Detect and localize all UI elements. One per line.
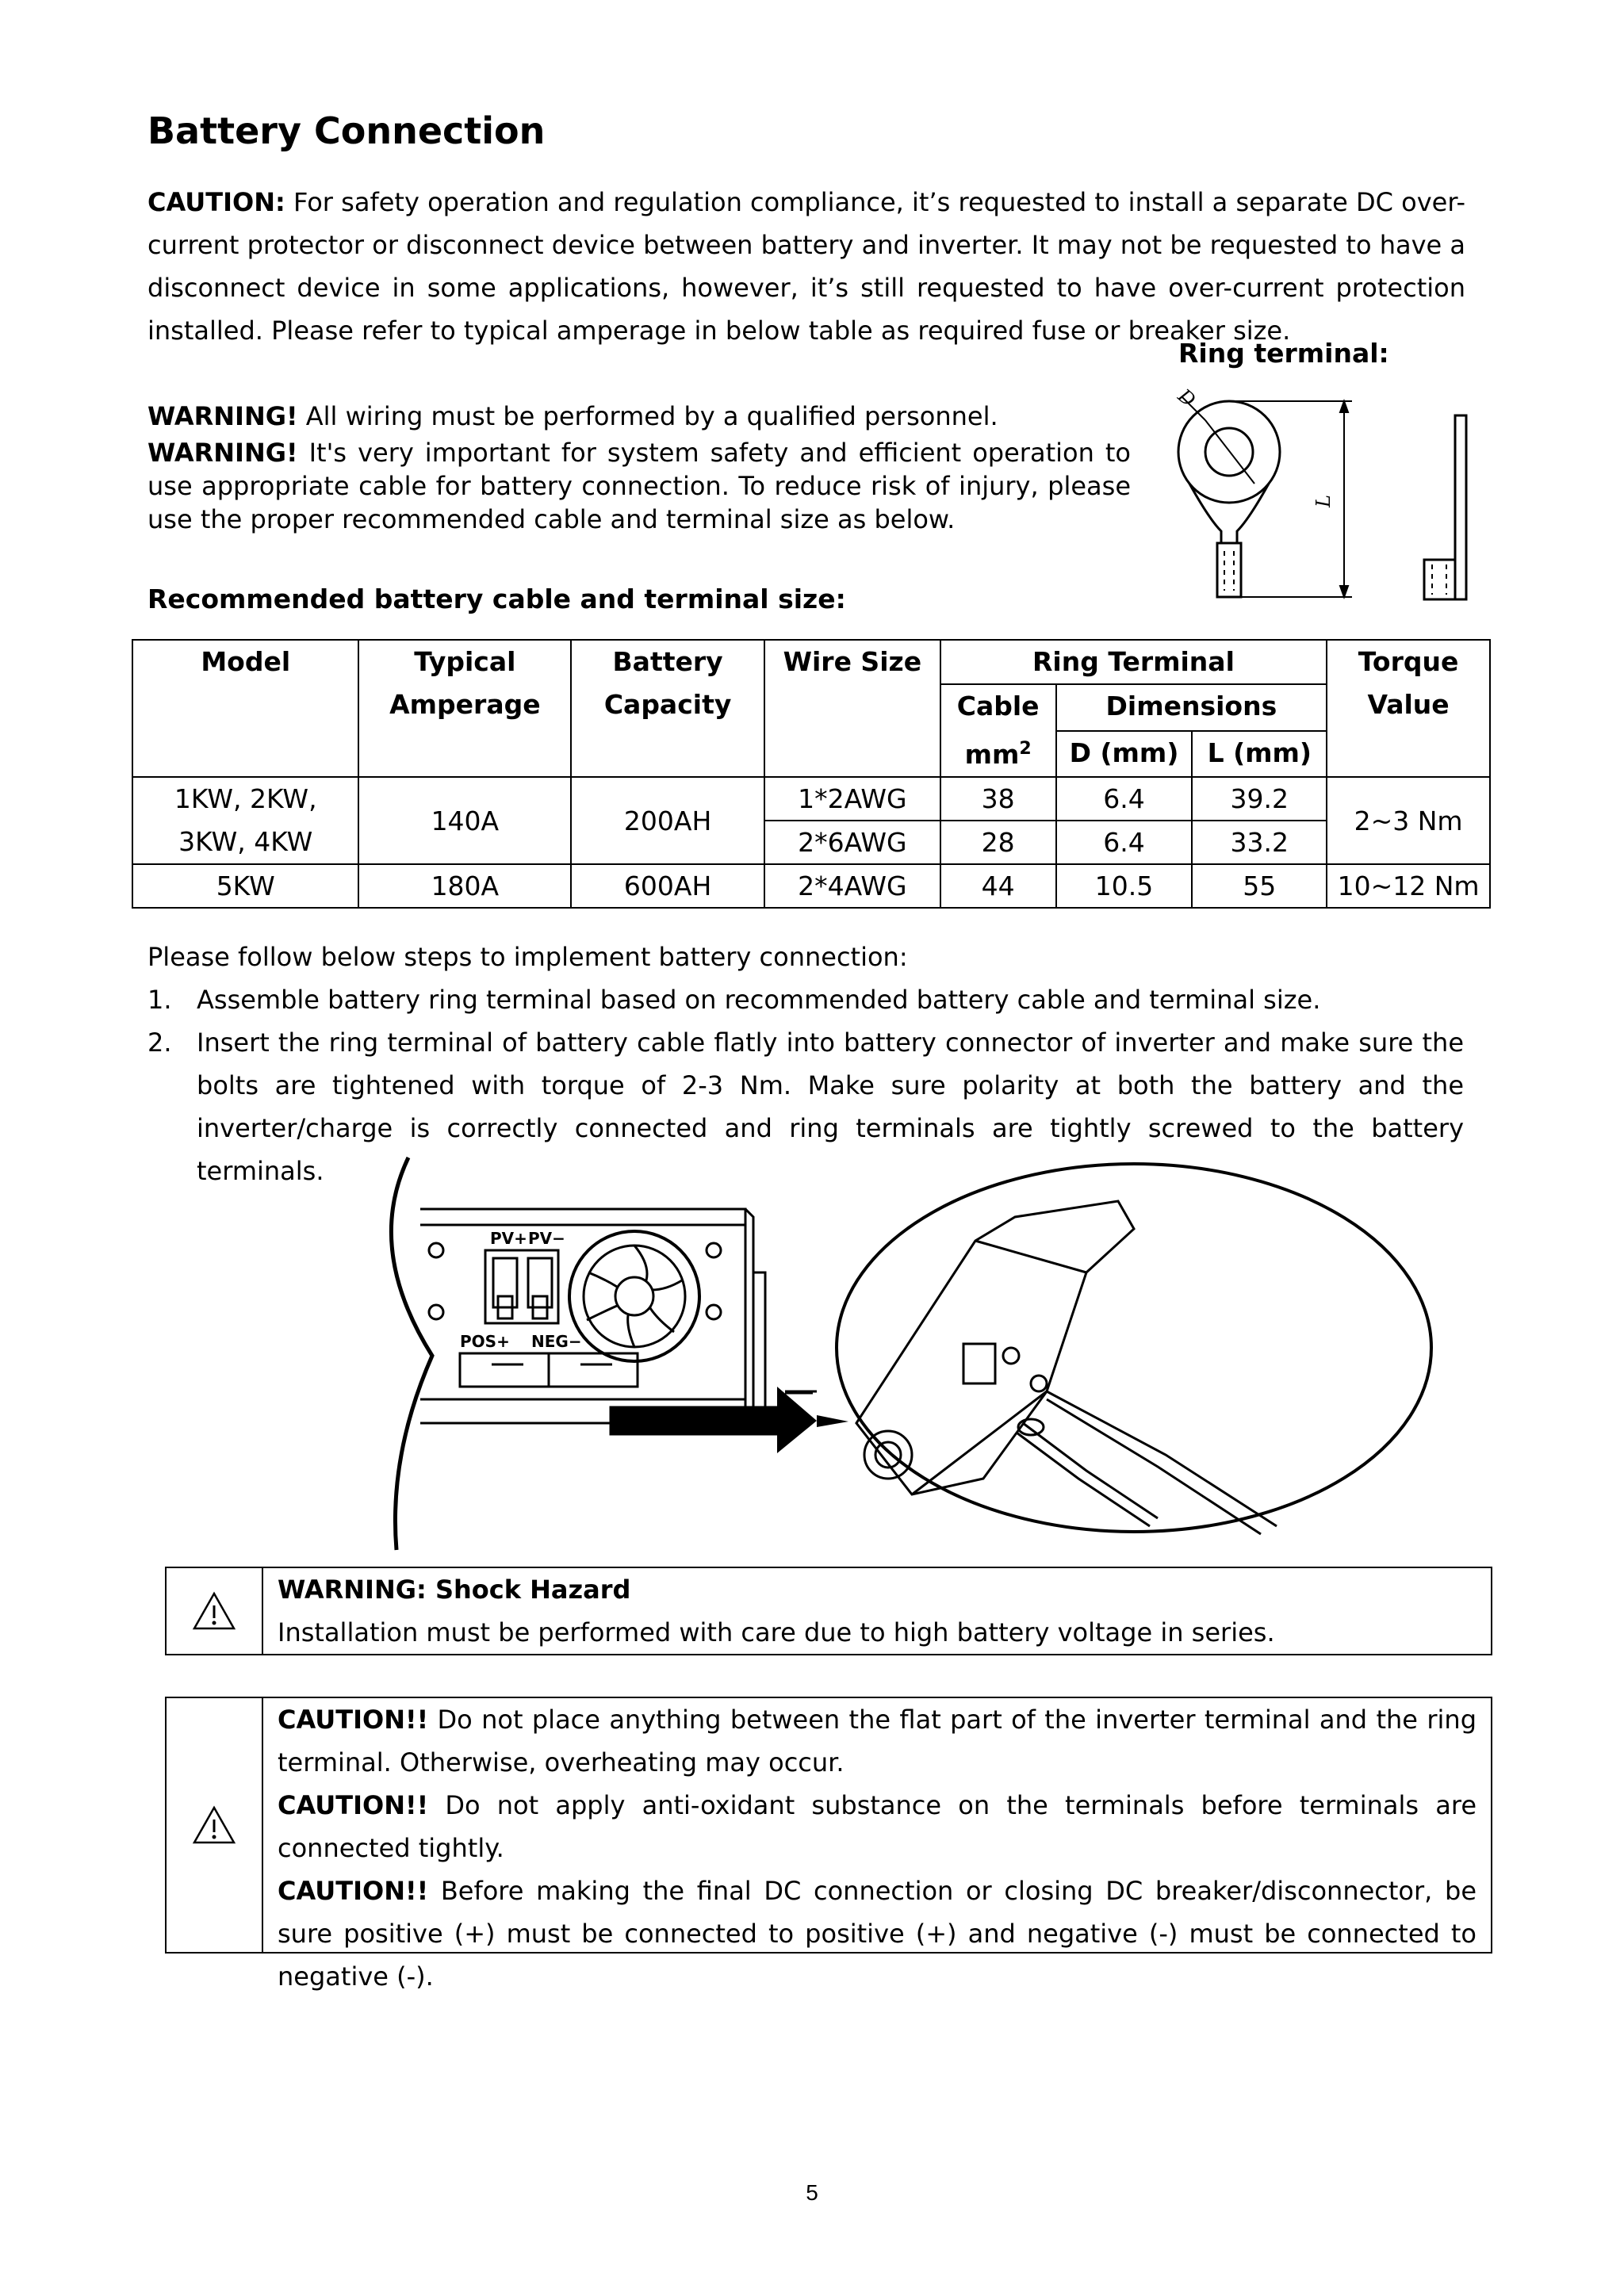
header-cable-sup: 2 bbox=[1019, 739, 1032, 759]
cell-torque: 10~12 Nm bbox=[1327, 864, 1490, 908]
cell-cable: 28 bbox=[940, 821, 1056, 864]
header-cable-line1: Cable bbox=[956, 691, 1040, 721]
header-amperage-line1: Typical bbox=[414, 646, 516, 677]
header-l: L (mm) bbox=[1192, 731, 1327, 778]
page-number: 5 bbox=[806, 2180, 818, 2205]
caution-item-label: CAUTION!! bbox=[278, 1790, 429, 1820]
header-dimensions: Dimensions bbox=[1056, 684, 1327, 731]
warning-1 bbox=[147, 400, 1131, 433]
header-amperage-line2: Amperage bbox=[389, 689, 541, 720]
caution-item-label: CAUTION!! bbox=[278, 1705, 429, 1735]
battery-cable-table bbox=[132, 639, 1491, 909]
caution-item bbox=[278, 1869, 1477, 1998]
cell-l: 33.2 bbox=[1192, 821, 1327, 864]
warning-triangle-icon bbox=[167, 1568, 263, 1654]
step-text: Assemble battery ring terminal based on recommended battery cable and terminal size. bbox=[197, 985, 1321, 1015]
warning-2-text: It's very important for system safety and efficient operation to use appropriate cable for battery connection. To reduce risk of injury, please use the proper recommended cable and terminal size as below. bbox=[147, 438, 1131, 534]
cell-wire: 2*4AWG bbox=[764, 864, 940, 908]
header-d: D (mm) bbox=[1056, 731, 1193, 778]
cell-cable: 38 bbox=[940, 777, 1056, 821]
shock-hazard-box bbox=[165, 1567, 1492, 1655]
ring-terminal-label: Ring terminal: bbox=[1178, 338, 1389, 369]
warning-2-label: WARNING! bbox=[147, 438, 298, 468]
header-capacity-line2: Capacity bbox=[603, 689, 732, 720]
step-number: 2. bbox=[147, 1027, 172, 1058]
header-amperage bbox=[358, 640, 571, 777]
warning-1-label: WARNING! bbox=[147, 401, 298, 431]
warning-triangle-icon bbox=[167, 1698, 263, 1952]
cell-torque-group1: 2~3 Nm bbox=[1327, 777, 1490, 864]
warning-2 bbox=[147, 436, 1131, 536]
pv-positive-label: PV+ bbox=[490, 1229, 527, 1248]
cell-model-group1-line2: 3KW, 4KW bbox=[178, 826, 313, 857]
pos-label: POS+ bbox=[460, 1332, 510, 1351]
step-text: Insert the ring terminal of battery cable flatly into battery connector of inverter and make sure the bolts are tightened with torque of 2-3 Nm. Make sure polarity at both the battery and the inverter/charge is correctly connected and ring terminals are tightly screwed to the battery terminals. bbox=[197, 1027, 1464, 1186]
ring-d-label: D bbox=[1174, 385, 1200, 411]
cell-d: 6.4 bbox=[1056, 821, 1193, 864]
cell-model-group1 bbox=[132, 777, 358, 864]
ring-terminal-diagram bbox=[1166, 381, 1483, 618]
cell-l: 39.2 bbox=[1192, 777, 1327, 821]
caution-item-text: Before making the final DC connection or closing DC breaker/disconnector, be sure positive (+) must be connected to positive (+) and negative (-) must be connected to negative (-). bbox=[278, 1876, 1477, 1992]
shock-hazard-title: WARNING: Shock Hazard bbox=[278, 1575, 631, 1605]
steps-intro: Please follow below steps to implement battery connection: bbox=[147, 942, 908, 972]
cell-capacity: 600AH bbox=[571, 864, 764, 908]
table-row bbox=[132, 777, 1490, 821]
header-torque-line2: Value bbox=[1367, 689, 1450, 720]
caution-item-text: Do not place anything between the flat part of the inverter terminal and the ring terminal. Otherwise, overheating may occur. bbox=[278, 1705, 1477, 1777]
step-number: 1. bbox=[147, 985, 172, 1015]
header-capacity-line1: Battery bbox=[612, 646, 723, 677]
neg-label: NEG− bbox=[531, 1332, 582, 1351]
page-title: Battery Connection bbox=[147, 109, 546, 152]
header-torque-line1: Torque bbox=[1358, 646, 1459, 677]
header-wire-size: Wire Size bbox=[764, 640, 940, 777]
cell-wire: 1*2AWG bbox=[764, 777, 940, 821]
caution-box bbox=[165, 1697, 1492, 1992]
header-capacity bbox=[571, 640, 764, 777]
header-model: Model bbox=[132, 640, 358, 777]
cell-d: 10.5 bbox=[1056, 864, 1193, 908]
caution-item bbox=[278, 1784, 1477, 1869]
header-torque bbox=[1327, 640, 1490, 777]
ring-l-label: L bbox=[1312, 495, 1335, 507]
cell-capacity-group1: 200AH bbox=[571, 777, 764, 864]
step-item bbox=[147, 978, 1464, 1021]
caution-text: For safety operation and regulation compliance, it’s requested to install a separate DC over-current protector or disconnect device between battery and inverter. It may not be requested to have a disconnect device in some applications, however, it’s still requested to have over-current protection installed. Please refer to typical amperage in below table as required fuse or breaker size. bbox=[147, 187, 1465, 346]
cell-amperage-group1: 140A bbox=[358, 777, 571, 864]
table-title: Recommended battery cable and terminal size: bbox=[147, 584, 846, 614]
warning-1-text: All wiring must be performed by a qualified personnel. bbox=[297, 401, 998, 431]
cell-cable: 44 bbox=[940, 864, 1056, 908]
header-ring-terminal: Ring Terminal bbox=[940, 640, 1327, 684]
pv-negative-label: PV− bbox=[528, 1229, 565, 1248]
caution-item-text: Do not apply anti-oxidant substance on the terminals before terminals are connected tightly. bbox=[278, 1790, 1477, 1863]
caution-item bbox=[278, 1698, 1477, 1784]
cell-l: 55 bbox=[1192, 864, 1327, 908]
caution-intro bbox=[147, 181, 1465, 352]
shock-hazard-text: Installation must be performed with care due to high battery voltage in series. bbox=[278, 1617, 1275, 1647]
table-row bbox=[132, 864, 1490, 908]
cell-wire: 2*6AWG bbox=[764, 821, 940, 864]
header-cable-unit: mm bbox=[964, 739, 1020, 770]
cell-amperage: 180A bbox=[358, 864, 571, 908]
caution-item-label: CAUTION!! bbox=[278, 1876, 429, 1906]
battery-connection-illustration bbox=[373, 1154, 1483, 1566]
cell-model: 5KW bbox=[132, 864, 358, 908]
cell-d: 6.4 bbox=[1056, 777, 1193, 821]
caution-label: CAUTION: bbox=[147, 187, 285, 217]
header-cable-line2 bbox=[941, 728, 1055, 776]
header-cable bbox=[940, 684, 1056, 777]
cell-model-group1-line1: 1KW, 2KW, bbox=[174, 783, 317, 814]
